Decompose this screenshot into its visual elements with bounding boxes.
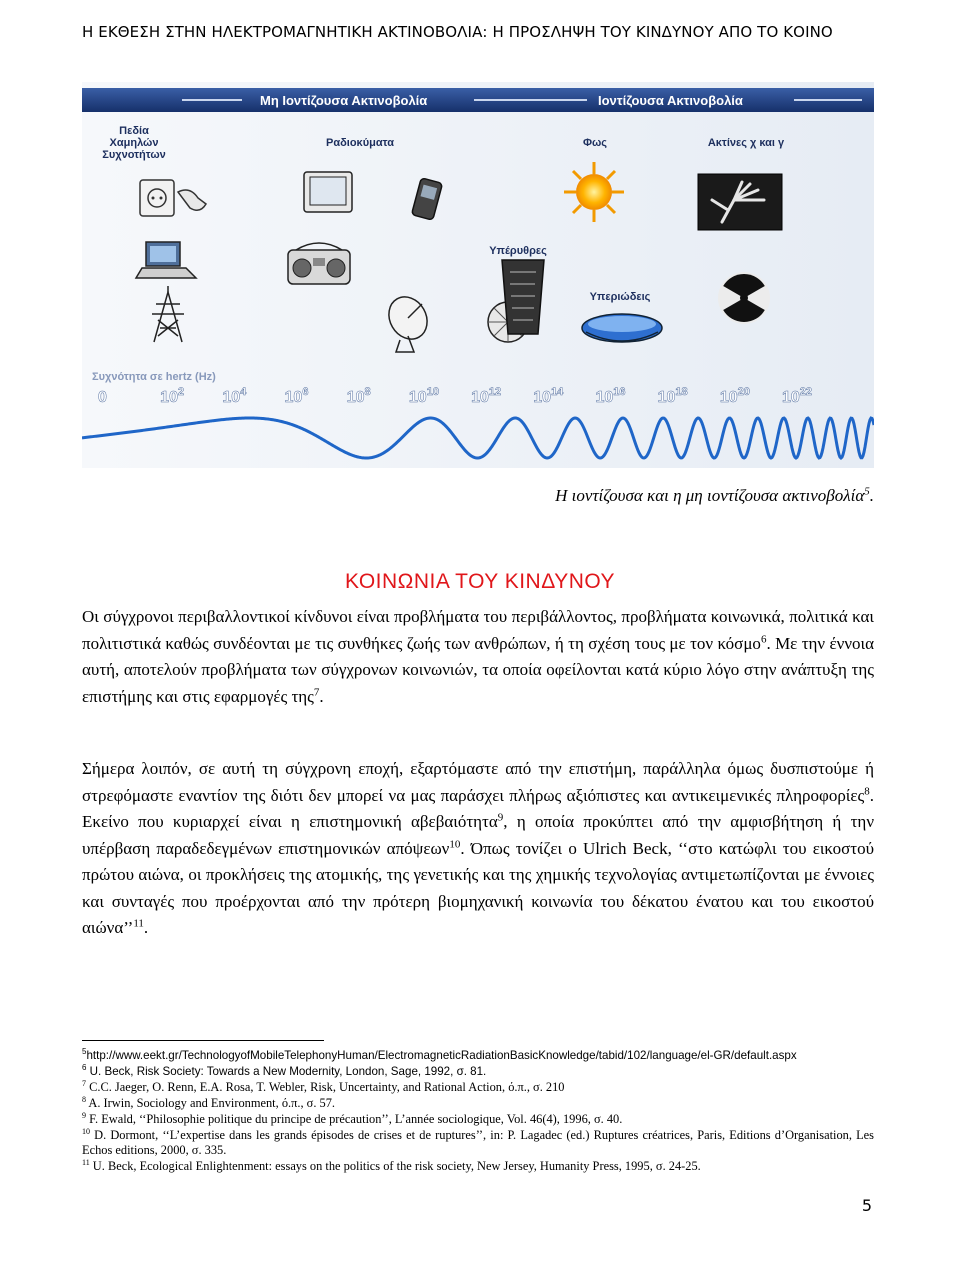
radiation-spectrum-figure [82, 82, 874, 468]
frequency-tick-label: $10^2$ [160, 386, 185, 406]
xray-hand-icon [698, 174, 782, 230]
frequency-tick-label: $10^{16}$ [595, 386, 626, 406]
paragraph-2: Σήμερα λοιπόν, σε αυτή τη σύγχρονη εποχή, εξαρτόμαστε από την επιστήμη, παράλληλα όμως δυσπιστούμε ή στρεφόμαστε εναντίον της διότι δεν μπορεί να μας παράσχει πλήρως αξιόπιστες και αντικειμενικές πληροφορίες$^8$. Εκείνο που κυριαρχεί είναι η επιστημονική αβεβαιότητα$^9$, η οποία προκύπτει από την αμφισβήτηση ή την υπέρβαση παραδεδεγμένων επιστημονικών απόψεων$^{10}$. Όπως τονίζει ο Ulrich Beck, ‘‘στο κατώφλι του εικοστού πρώτου αιώνα, οι προκλήσεις της ατομικής, της γενετικής και της χημικής τεχνολογίας αντιμετωπίζονται με έννοιες και συνταγές που προέρχονται από την πρότερη βιομηχανική κοινωνία του δέκατου ένατου και του εικοστού αιώνα’’$^{11}$. [82, 759, 875, 937]
tanning-bed-icon [582, 314, 662, 342]
figure-caption: Η ιοντίζουσα και η μη ιοντίζουσα ακτινοβολία$^5$. [555, 485, 874, 505]
footnote-7: $^7$ C.C. Jaeger, O. Renn, E.A. Rosa, T. Webler, Risk, Uncertainty, and Rational Action, ό.π., σ. 210 [82, 1078, 565, 1094]
footnote-6: $^6$ U. Beck, Risk Society: Towards a New Modernity, London, Sage, 1992, σ. 81. [82, 1063, 487, 1078]
low-freq-label-1: Πεδία [119, 125, 149, 137]
non-ionizing-label: Μη Ιοντίζουσα Ακτινοβολία [260, 93, 428, 108]
sun-icon [564, 162, 624, 222]
footnote-10: $^{10}$ D. Dormont, ‘‘L’expertise dans les grands épisodes de crises et de ruptures’’, in: P. Lagadec (ed.) Ruptures créatrices, Paris, Editions d’Organisation, Les Echos editions, 2000, σ. 335. [82, 1126, 874, 1157]
footnote-5: $^5$http://www.eekt.gr/TechnologyofMobileTelephonyHuman/ElectromagneticRadiationBasicKnowledge/tabid/102/language/el-GR/default.aspx [82, 1047, 797, 1062]
low-freq-label-2: Χαμηλών [109, 137, 159, 149]
xray-gamma-label: Ακτίνες χ και γ [707, 137, 785, 149]
footnote-8: $^8$ A. Irwin, Sociology and Environment, ό.π., σ. 57. [82, 1094, 336, 1110]
low-freq-label-3: Συχνοτήτων [102, 149, 166, 161]
frequency-tick-label: $10^{12}$ [471, 386, 502, 406]
ultraviolet-label: Υπεριώδεις [589, 291, 651, 303]
frequency-tick-label: $10^4$ [222, 386, 247, 406]
footnote-ref-6: 6 [760, 632, 767, 645]
footnote-separator [82, 1040, 324, 1041]
frequency-tick-label: $10^8$ [346, 386, 371, 406]
frequency-tick-label: $10^{20}$ [719, 386, 750, 406]
radio-label: Ραδιοκύματα [326, 137, 394, 149]
television-icon [304, 172, 352, 212]
footnote-ref-9: 9 [497, 811, 504, 824]
footnote-ref-7: 7 [313, 685, 320, 698]
section-title: ΚΟΙΝΩΝΙΑ ΤΟΥ ΚΙΝΔΥΝΟΥ [344, 570, 616, 593]
frequency-tick-label: $10^{22}$ [782, 386, 813, 406]
footnotes [82, 1048, 874, 1175]
radiation-hazard-icon [718, 272, 770, 324]
footnote-ref-8: 8 [864, 784, 870, 797]
footnote-9: $^9$ F. Ewald, ‘‘Philosophie politique du principe de précaution’’, L’année sociologique, Vol. 46(4), 1996, σ. 40. [82, 1110, 623, 1126]
page-number: 5 [861, 1196, 872, 1215]
frequency-tick-label: $10^{10}$ [408, 386, 439, 406]
running-header: Η ΕΚΘΕΣΗ ΣΤΗΝ ΗΛΕΚΤΡΟΜΑΓΝΗΤΙΚΗ ΑΚΤΙΝΟΒΟΛΙΑ: Η ΠΡΟΣΛΗΨΗ ΤΟΥ ΚΙΝΔΥΝΟΥ ΑΠΟ ΤΟ ΚΟΙΝΟ [82, 23, 833, 41]
frequency-tick-label: $10^{18}$ [657, 386, 688, 406]
frequency-tick-label: 0 [98, 389, 107, 406]
frequency-tick-label: $10^{14}$ [533, 386, 564, 406]
infrared-label: Υπέρυθρες [489, 245, 547, 257]
light-label: Φως [582, 137, 608, 149]
paragraph-1: Οι σύγχρονοι περιβαλλοντικοί κίνδυνοι είναι προβλήματα του περιβάλλοντος, προβλήματα κοινωνικά, πολιτικά και πολιτιστικά καθώς συνδέονται με τις συνθήκες ζωής των ανθρώπων, ή τη σχέση τους με τον κόσμο$^6$. Με την έννοια αυτή, αποτελούν προβλήματα των σύγχρονων κοινωνιών, τα οποία οφείλονται κατά κύριο λόγο στην ανάπτυξη της επιστήμης και στις εφαρμογές της$^7$. [82, 607, 874, 706]
infrared-heater-icon [502, 260, 544, 334]
footnote-ref-11: 11 [133, 917, 144, 930]
frequency-axis-label: Συχνότητα σε hertz (Hz) [92, 371, 216, 383]
frequency-tick-label: $10^6$ [284, 386, 309, 406]
footnote-ref-10: 10 [449, 837, 461, 850]
footnote-11: $^{11}$ U. Beck, Ecological Enlightenment: essays on the politics of the risk society, New Jersey, Humanity Press, 1995, σ. 24-25. [82, 1157, 701, 1173]
ionizing-label: Ιοντίζουσα Ακτινοβολία [598, 93, 743, 108]
